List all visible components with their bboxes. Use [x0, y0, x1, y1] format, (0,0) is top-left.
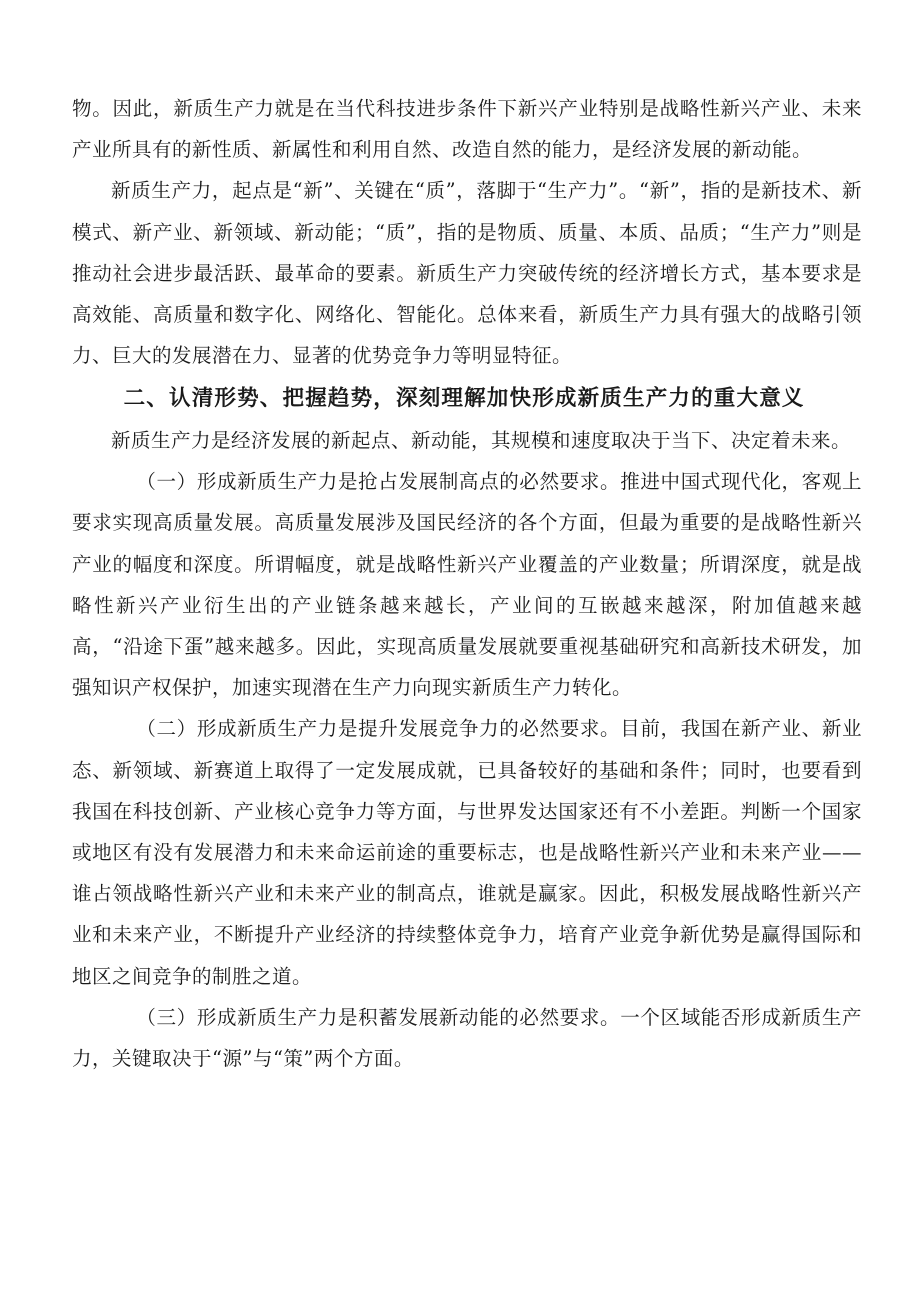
paragraph-point-1: （一）形成新质生产力是抢占发展制高点的必然要求。推进中国式现代化，客观上要求实现高质量发展。高质量发展涉及国民经济的各个方面，但最为重要的是战略性新兴产业的幅度和深度。所谓幅度，就是战略性新兴产业覆盖的产业数量；所谓深度，就是战略性新兴产业衍生出的产业链条越来越长，产业间的互嵌越来越深，附加值越来越高，“沿途下蛋”越来越多。因此，实现高质量发展就要重视基础研究和高新技术研发，加强知识产权保护，加速实现潜在生产力向现实新质生产力转化。 [72, 470, 862, 700]
paragraph-point-2: （二）形成新质生产力是提升发展竞争力的必然要求。目前，我国在新产业、新业态、新领域、新赛道上取得了一定发展成就，已具备较好的基础和条件；同时，也要看到我国在科技创新、产业核心竞争力等方面，与世界发达国家还有不小差距。判断一个国家或地区有没有发展潜力和未来命运前途的重要标志，也是战略性新兴产业和未来产业——谁占领战略性新兴产业和未来产业的制高点，谁就是赢家。因此，积极发展战略性新兴产业和未来产业，不断提升产业经济的持续整体竞争力，培育产业竞争新优势是赢得国际和地区之间竞争的制胜之道。 [72, 717, 862, 988]
section-heading-2: 二、认清形势、把握趋势，深刻理解加快形成新质生产力的重大意义 [123, 386, 805, 412]
document-page [72, 88, 862, 1079]
paragraph-point-3: （三）形成新质生产力是积蓄发展新动能的必然要求。一个区域能否形成新质生产力，关键取决于“源”与“策”两个方面。 [72, 1005, 862, 1070]
paragraph-definition: 新质生产力，起点是“新”、关键在“质”，落脚于“生产力”。“新”，指的是新技术、新模式、新产业、新领域、新动能；“质”，指的是物质、质量、本质、品质；“生产力”则是推动社会进步最活跃、最革命的要素。新质生产力突破传统的经济增长方式，基本要求是高效能、高质量和数字化、网络化、智能化。总体来看，新质生产力具有强大的战略引领力、巨大的发展潜在力、显著的优势竞争力等明显特征。 [72, 179, 862, 368]
paragraph-continuation: 物。因此，新质生产力就是在当代科技进步条件下新兴产业特别是战略性新兴产业、未来产业所具有的新性质、新属性和利用自然、改造自然的能力，是经济发展的新动能。 [72, 97, 862, 162]
paragraph-intro: 新质生产力是经济发展的新起点、新动能，其规模和速度取决于当下、决定着未来。 [111, 428, 852, 452]
